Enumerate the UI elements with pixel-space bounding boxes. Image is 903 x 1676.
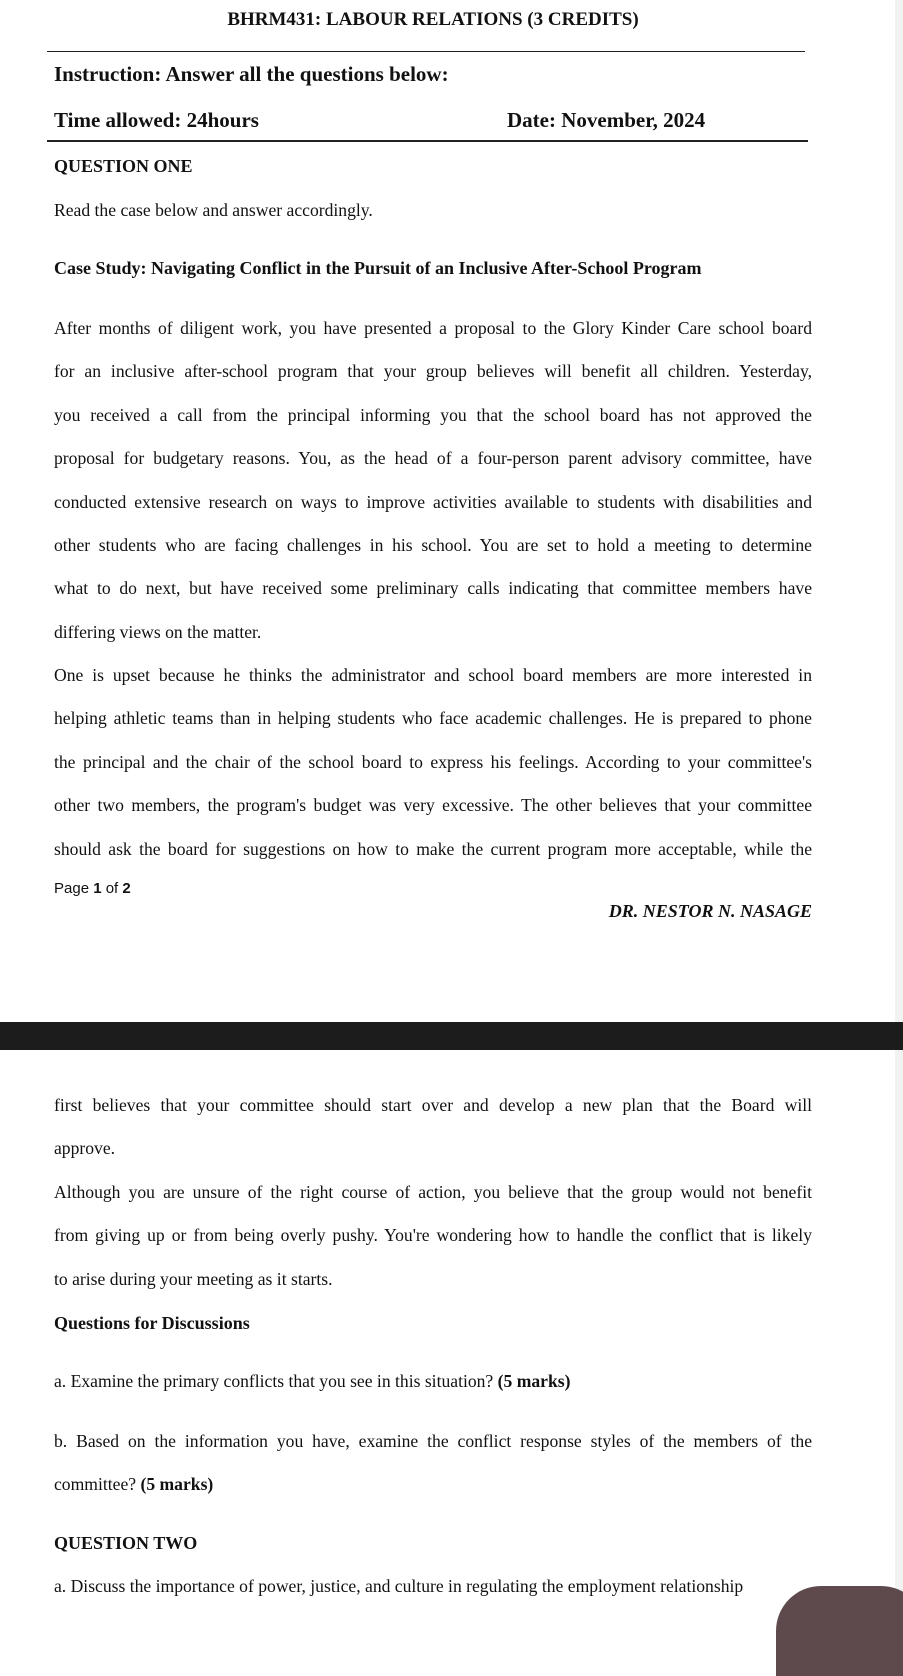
question-b-marks: (5 marks): [140, 1474, 214, 1495]
text-line: After months of diligent work, you have presented a proposal to the Glory Kinder Care school board: [54, 318, 812, 338]
page-edge: [895, 0, 903, 1022]
case-intro: Read the case below and answer accordingly.: [54, 200, 373, 220]
text-line: you received a call from the principal informing you that the school board has not approved the: [54, 404, 812, 425]
text-line: proposal for budgetary reasons. You, as the head of a four-person parent advisory committee, have: [54, 448, 812, 469]
instruction-text: : Answer all the questions below:: [154, 62, 449, 86]
case-title: Case Study: Navigating Conflict in the Pursuit of an Inclusive After-School Program: [54, 258, 702, 278]
text-line: helping athletic teams than in helping students who face academic challenges. He is prepared to phone: [54, 708, 812, 729]
exam-date: Date: November, 2024: [507, 108, 706, 132]
instruction-line: [54, 62, 449, 87]
text-line: Although you are unsure of the right course of action, you believe that the group would not benefit: [54, 1182, 812, 1202]
page-prefix: Page: [54, 880, 94, 897]
text-line: should ask the board for suggestions on how to make the current program more acceptable, while the: [54, 838, 812, 859]
text-line: what to do next, but have received some preliminary calls indicating that committee members have: [54, 578, 812, 599]
question-a-text: a. Examine the primary conflicts that you see in this situation?: [54, 1371, 498, 1391]
question-a-marks: (5 marks): [497, 1371, 571, 1391]
text-line: differing views on the matter.: [54, 621, 262, 642]
question-b-line2: [54, 1463, 812, 1506]
question-a: [54, 1371, 570, 1392]
page-edge: [895, 1050, 903, 1624]
text-line: the principal and the chair of the school board to express his feelings. According to your committee's: [54, 751, 812, 772]
instruction-label: Instruction: [54, 62, 155, 86]
case-paragraph-1: [54, 307, 812, 654]
text-line: for an inclusive after-school program that your group believes will benefit all children. Yesterday,: [54, 361, 812, 382]
question-one-heading: QUESTION ONE: [54, 156, 193, 176]
course-title: BHRM431: LABOUR RELATIONS (3 CREDITS): [227, 9, 639, 30]
text-line: One is upset because he thinks the administrator and school board members are more interested in: [54, 665, 812, 685]
discussion-heading: Questions for Discussions: [54, 1313, 250, 1333]
page-number: [54, 880, 131, 897]
header-rule: [47, 140, 808, 142]
text-line: approve.: [54, 1138, 116, 1159]
question-two-a: a. Discuss the importance of power, justice, and culture in regulating the employment relationship: [54, 1576, 744, 1596]
text-line: to arise during your meeting as it starts.: [54, 1268, 333, 1289]
question-b-text: committee?: [54, 1474, 141, 1495]
text-line: conducted extensive research on ways to improve activities available to students with disabilities and: [54, 491, 812, 512]
page-current: 1: [93, 880, 102, 897]
text-line: from giving up or from being overly pushy. You're wondering how to handle the conflict that is likely: [54, 1225, 812, 1246]
time-allowed: Time allowed: 24hours: [54, 108, 259, 132]
case-paragraph-2: [54, 654, 812, 871]
page-total: 2: [122, 880, 131, 897]
top-rule: [47, 51, 805, 52]
page-of: of: [101, 880, 123, 897]
case-paragraph-4: [54, 1171, 812, 1301]
text-line: first believes that your committee should start over and develop a new plan that the Board will: [54, 1095, 812, 1115]
case-paragraph-3: [54, 1084, 812, 1171]
text-line: other students who are facing challenges in his school. You are set to hold a meeting to determine: [54, 535, 812, 556]
text-line: other two members, the program's budget was very excessive. The other believes that your committee: [54, 795, 812, 816]
question-two-heading: QUESTION TWO: [54, 1533, 198, 1553]
question-b-line1: b. Based on the information you have, examine the conflict response styles of the members of the: [54, 1431, 812, 1451]
floating-overlay-button[interactable]: [776, 1586, 903, 1676]
author-name: DR. NESTOR N. NASAGE: [608, 901, 812, 921]
question-b: [54, 1420, 812, 1507]
page-break-divider: [0, 1022, 903, 1050]
